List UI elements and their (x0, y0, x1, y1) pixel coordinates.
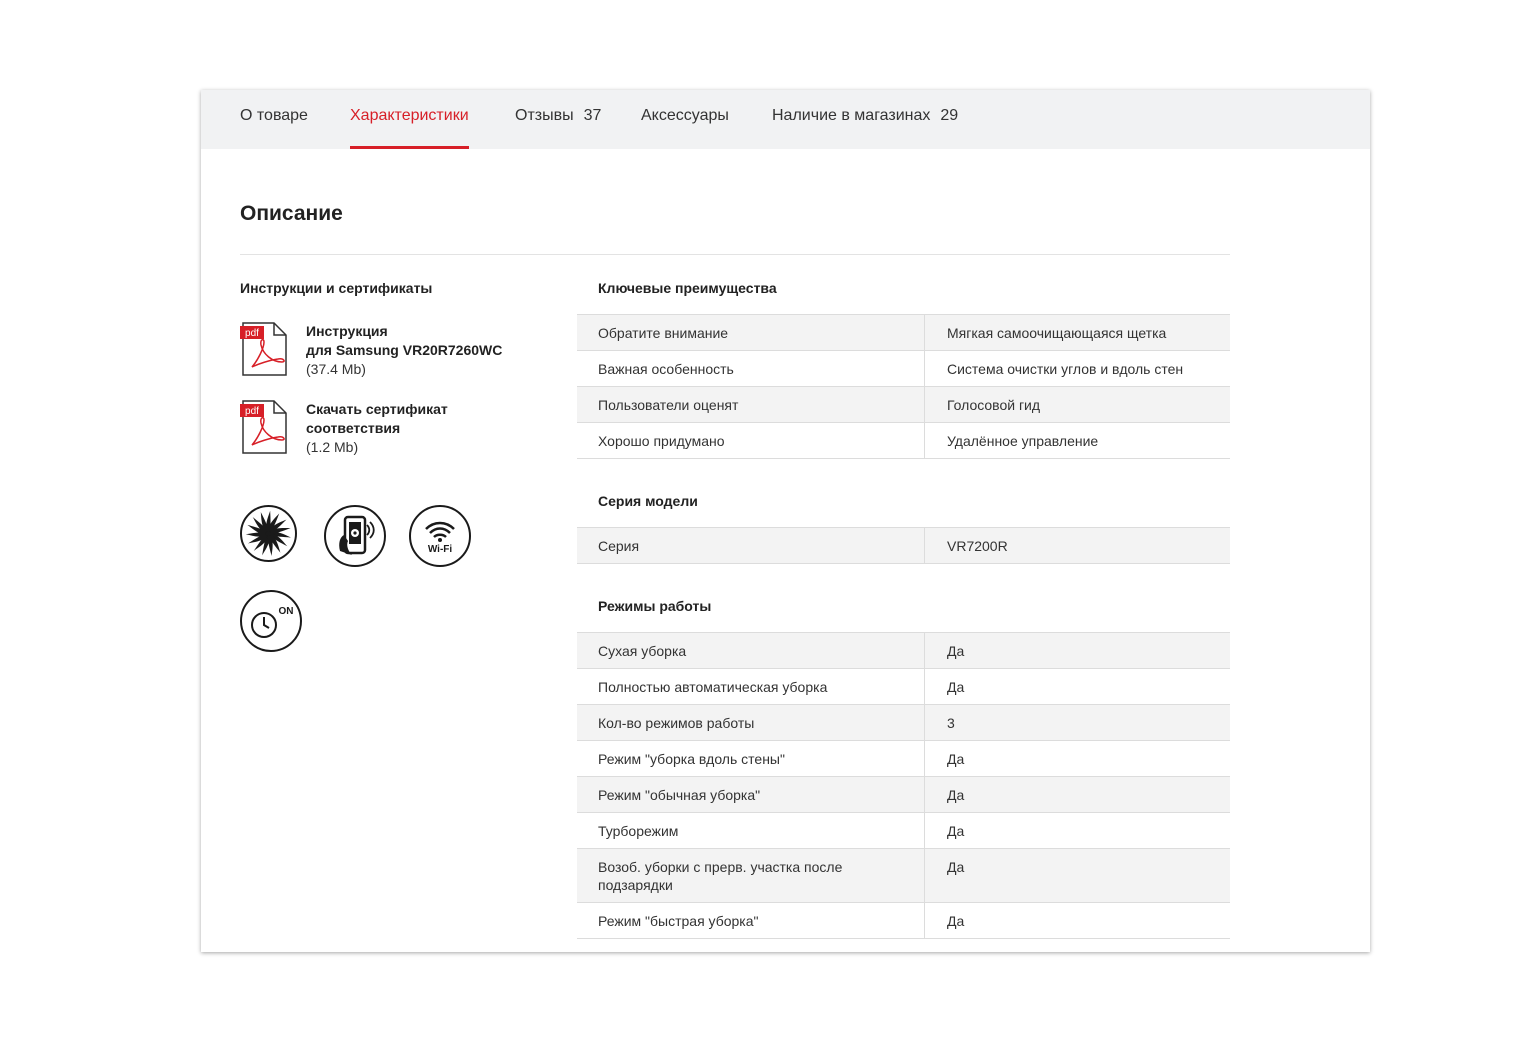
table-row (577, 351, 1230, 387)
table-row (577, 741, 1230, 777)
spec-value: Да (947, 913, 965, 929)
spec-value: Система очистки углов и вдоль стен (947, 361, 1184, 377)
spec-key: Серия (577, 528, 925, 563)
table-row (577, 669, 1230, 705)
doc-name-line2[interactable]: соответствия (306, 420, 401, 436)
turbo-fan-icon (240, 505, 297, 562)
table-row (577, 315, 1230, 351)
spec-key: Важная особенность (577, 351, 925, 386)
wifi-icon (409, 505, 471, 567)
certificate-download[interactable] (240, 400, 560, 462)
spec-value: Да (947, 823, 965, 839)
table-row (577, 528, 1230, 564)
spec-key: Обратите внимание (577, 315, 925, 350)
spec-value: Да (947, 787, 965, 803)
divider (240, 254, 1230, 255)
spec-key: Турборежим (577, 813, 925, 848)
table-row (577, 849, 1230, 903)
spec-value: Да (947, 751, 965, 767)
manual-download[interactable] (240, 322, 560, 384)
table-row (577, 777, 1230, 813)
spec-key: Полностью автоматическая уборка (577, 669, 925, 704)
tab-label: Характеристики (350, 107, 469, 124)
doc-size: (37.4 Mb) (306, 361, 366, 377)
spec-value: Удалённое управление (947, 433, 1099, 449)
table-row (577, 387, 1230, 423)
tab-count: 29 (940, 107, 959, 124)
smartphone-remote-icon (324, 505, 386, 567)
tab-label: Аксессуары (641, 107, 729, 124)
spec-table (577, 632, 1230, 939)
tab-reviews[interactable] (515, 90, 601, 149)
spec-key: Возоб. уборки с прерв. участка после подзарядки (577, 849, 925, 902)
pdf-icon (240, 400, 288, 454)
tab-label: Отзывы (515, 107, 574, 124)
tab-about[interactable] (240, 90, 308, 149)
tab-availability[interactable] (772, 90, 958, 149)
spec-key: Хорошо придумано (577, 423, 925, 458)
pdf-badge: pdf (245, 328, 259, 339)
spec-key: Режим "быстрая уборка" (577, 903, 925, 938)
tab-label: Наличие в магазинах (772, 107, 931, 124)
tab-bar (201, 90, 1370, 149)
spec-value: Да (947, 643, 965, 659)
table-row (577, 633, 1230, 669)
docs-heading: Инструкции и сертификаты (240, 280, 433, 296)
section-title: Описание (240, 202, 343, 225)
doc-name-line2[interactable]: для Samsung VR20R7260WC (306, 342, 503, 358)
tab-count: 37 (583, 107, 602, 124)
doc-size: (1.2 Mb) (306, 439, 359, 455)
spec-value: 3 (947, 715, 955, 731)
doc-name-line1[interactable]: Скачать сертификат (306, 401, 448, 417)
timer-label: ON (278, 606, 294, 617)
spec-section-heading: Режимы работы (598, 598, 712, 614)
doc-name-line1[interactable]: Инструкция (306, 323, 388, 339)
table-row (577, 705, 1230, 741)
spec-key: Кол-во режимов работы (577, 705, 925, 740)
spec-section-heading: Серия модели (598, 493, 698, 509)
specs-column (577, 280, 1230, 939)
wifi-label: Wi-Fi (427, 544, 453, 555)
spec-key: Сухая уборка (577, 633, 925, 668)
spec-value: Да (947, 859, 965, 875)
pdf-badge: pdf (245, 406, 259, 417)
tab-accessories[interactable] (641, 90, 729, 149)
tab-label: О товаре (240, 107, 308, 124)
spec-value: Да (947, 679, 965, 695)
spec-section-heading: Ключевые преимущества (598, 280, 777, 296)
timer-on-icon (240, 590, 302, 652)
product-card (201, 90, 1370, 952)
spec-value: VR7200R (947, 538, 1008, 554)
spec-key: Режим "обычная уборка" (577, 777, 925, 812)
spec-key: Режим "уборка вдоль стены" (577, 741, 925, 776)
table-row (577, 903, 1230, 939)
table-row (577, 813, 1230, 849)
spec-key: Пользователи оценят (577, 387, 925, 422)
spec-value: Голосовой гид (947, 397, 1041, 413)
spec-table (577, 314, 1230, 459)
spec-value: Мягкая самоочищающаяся щетка (947, 325, 1167, 341)
spec-table (577, 527, 1230, 564)
tab-specs[interactable] (350, 90, 469, 149)
pdf-icon (240, 322, 288, 376)
table-row (577, 423, 1230, 459)
